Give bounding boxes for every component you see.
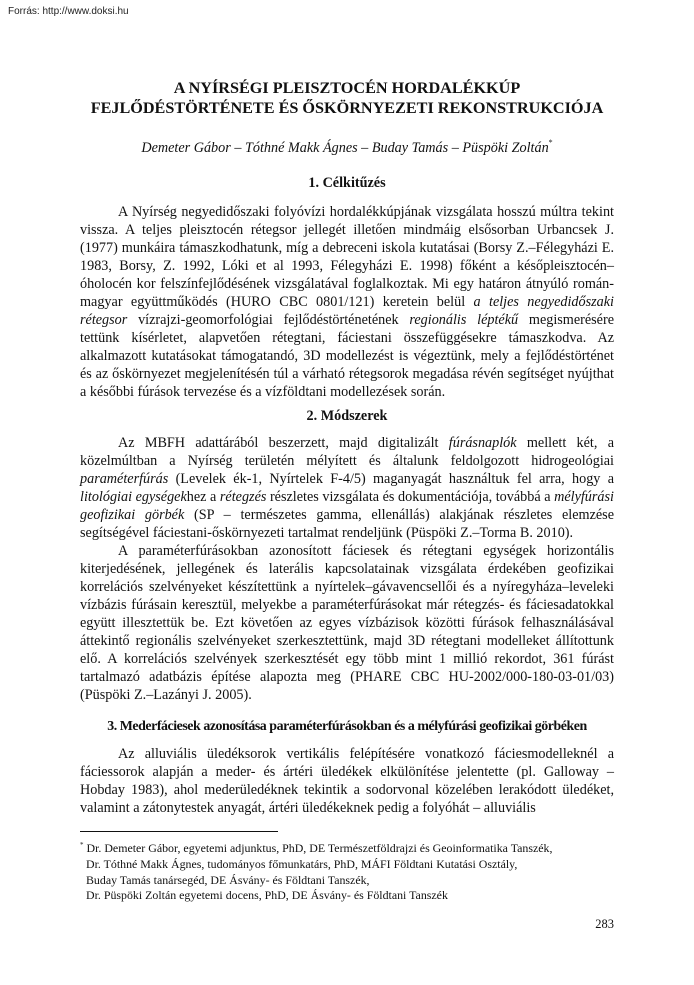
author-footnote-mark: * bbox=[548, 138, 553, 147]
footnotes bbox=[80, 838, 614, 903]
footnote-line-2: Dr. Tóthné Makk Ágnes, tudományos főmunkatárs, PhD, MÁFI Földtani Kutatási Osztály, bbox=[86, 857, 518, 871]
authors-text: Demeter Gábor – Tóthné Makk Ágnes – Buday Tamás – Püspöki Zoltán bbox=[141, 140, 549, 156]
paper-page bbox=[80, 78, 614, 904]
section-2-paragraph-1: Az MBFH adattárából beszerzett, majd digitalizált fúrásnaplók mellett két, a közelmúltban a Nyírség területén mélyített és általunk feldolgozott hidrogeológiai paraméterfúrás (Levelek ék-1, Nyírtelek F-4/5) maganyagát használtuk fel arra, hogy a litológiai egységekhez a rétegzés részletes vizsgálata és dokumentációja, továbbá a mélyfúrási geofizikai görbék (SP – természetes gamma, ellenállás) alakjának részletes elemzése segítségével fáciestani-őskörnyezeti tartalmat rendeljünk (Püspöki Z.–Torma B. 2010). bbox=[80, 434, 615, 541]
section-2-paragraph-2: A paraméterfúrásokban azonosított fáciesek és rétegtani egységek horizontális kiterjedésének, jellegének és laterális kapcsolatainak vizsgálata érdekében geofizikai korrelációs szelvényeket készítettünk a nyírtelek–gávavencsellői és a nyíregyháza–leveleki vízbázis fúrásain keresztül, melyekbe a paraméterfúrásokat már rétegzés- és fáciesadatokkal együtt illesztettük be. Ezt követően az egyes vízbázisok közötti fúrások felhasználásával áttekintő regionális szelvényeket szerkesztettünk, majd 3D rétegtani modelleket állítottunk elő. A korrelációs szelvények szerkesztését egy több mint 1 millió rekordot, 361 fúrást tartalmazó adatbázis építése alapozta meg (PHARE CBC HU-2002/000-180-03-01/03) (Püspöki Z.–Lazányi J. 2005). bbox=[80, 542, 614, 704]
footnote-line-3: Buday Tamás tanársegéd, DE Ásvány- és Földtani Tanszék, bbox=[86, 872, 370, 887]
page-number: 283 bbox=[595, 917, 614, 931]
paper-title bbox=[80, 78, 614, 118]
section-1-heading: 1. Célkitűzés bbox=[308, 175, 386, 191]
footnote-line-1: * Dr. Demeter Gábor, egyetemi adjunktus, PhD, DE Természetföldrajzi és Geoinformatika Tanszék, bbox=[80, 841, 553, 856]
footnote-line-4: Dr. Püspöki Zoltán egyetemi docens, PhD, DE Ásvány- és Földtani Tanszék bbox=[86, 888, 448, 903]
section-3-paragraph: Az alluviális üledéksorok vertikális felépítésére vonatkozó fáciesmodelleknél a fáciessorok alapján a meder- és ártéri üledékek elkülönítése jelentette (pl. Galloway – Hobday 1983), ahol mederüledéknek tekintik a sodorvonal közelében lerakódott üledéket, valamint a zátonytestek anyagát, ártéri üledékeknek pedig a folyóhát – alluviális bbox=[80, 746, 614, 817]
section-2-heading: 2. Módszerek bbox=[306, 407, 388, 424]
section-3-heading: 3. Mederfáciesek azonosítása paraméterfúrásokban és a mélyfúrási geofizikai görbéken bbox=[107, 719, 587, 735]
author-list bbox=[80, 138, 614, 157]
title-line-1: A NYÍRSÉGI PLEISZTOCÉN HORDALÉKKÚP bbox=[173, 79, 521, 97]
footnote-divider bbox=[80, 831, 278, 832]
section-1-paragraph: A Nyírség negyedidőszaki folyóvízi hordalékkúpjának vizsgálata hosszú múltra tekint vissza. A teljes pleisztocén rétegsor jellegét illetően mindmáig elsősorban Urbancsek J. (1977) munkáira támaszkodhatunk, míg a debreceni iskola kutatásai (Borsy Z.–Félegyházi E. 1983, Borsy, Z. 1992, Lóki et al 1993, Félegyházi E. 1998) főként a későpleisztocén–óholocén kor felszínfejlődésének vizsgálatával foglalkoztak. Mi egy határon átnyúló román-magyar együttműködés (HURO CBC 0801/121) keretein belül a teljes negyedidőszaki rétegsor vízrajzi-geomorfológiai fejlődéstörténetének regionális léptékű megismerésére tettünk kísérletet, alapvetően rétegtani, fáciestani összefüggésekre támaszkodva. Az alkalmazott kutatásokat támogatandó, 3D modellezést is végeztünk, mely a fejlődéstörténet és az őskörnyezet megjelenítésén túl a várható rétegsorok megadása révén segítséget nyújthat a későbbi fúrások tervezése és a vízföldtani modellezések során. bbox=[80, 204, 614, 401]
source-line: Forrás: http://www.doksi.hu bbox=[8, 6, 129, 17]
title-line-2: FEJLŐDÉSTÖRTÉNETE ÉS ŐSKÖRNYEZETI REKONSTRUKCIÓJA bbox=[90, 99, 604, 117]
